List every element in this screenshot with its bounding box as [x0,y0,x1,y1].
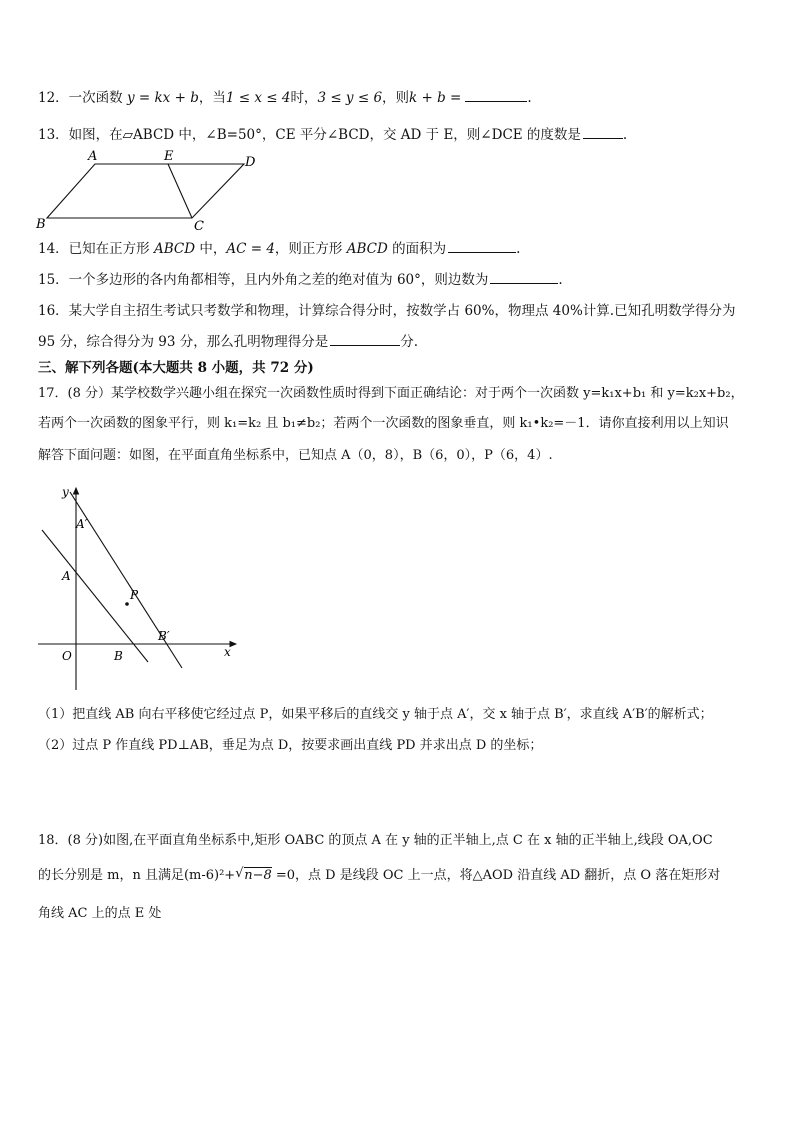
q12-function: y = kx + b [126,90,199,106]
q15-answer-blank[interactable] [490,269,558,284]
q12-prefix: 12．一次函数 [38,90,127,106]
q12-ask: k + b = [409,90,462,106]
q13-parallelogram-figure [30,146,270,234]
label-b: B [114,649,123,663]
q14-mid2: ，则正方形 [274,241,347,257]
label-c: C [194,219,204,234]
q14-end: . [516,241,521,257]
label-b-prime: B′ [158,629,170,643]
label-e: E [164,149,174,164]
q14-prefix: 14．已知在正方形 [38,241,154,257]
square-root [235,866,272,886]
q12-answer-blank[interactable] [465,87,527,102]
q12-mid: ，当 [198,90,226,106]
label-b: B [36,217,46,232]
q12-end: . [527,90,532,106]
question-17-line-2: 若两个一次函数的图象平行，则 k₁=k₂ 且 b₁≠b₂；若两个一次函数的图象垂直，则 k₁•k₂=－1．请你直接利用以上知识 [38,416,729,431]
parallelogram-abcd [47,164,244,218]
q12-x-range: 1 ≤ x ≤ 4 [225,90,291,106]
question-16-line-2: 95 分，综合得分为 93 分，那么孔明物理得分是 分. [38,331,418,352]
q15-end: . [558,272,563,288]
question-17-part-2: （2）过点 P 作直线 PD⊥AB，垂足为点 D，按要求画出直线 PD 并求出点 D 的坐标； [38,738,543,753]
label-a-prime: A′ [76,517,88,531]
label-a: A [62,569,71,583]
question-13 [38,124,627,145]
label-o: O [62,649,72,663]
q14-answer-blank[interactable] [448,238,516,253]
question-17-part-1: （1）把直线 AB 向右平移使它经过点 P，如果平移后的直线交 y 轴于点 A′，交 x 轴于点 B′，求直线 A′B′的解析式； [38,707,713,722]
question-17-line-3: 解答下面问题：如图，在平面直角坐标系中，已知点 A（0，8），B（6，0），P（6，4）. [38,448,553,463]
question-14 [38,238,520,259]
q16-answer-blank[interactable] [330,331,400,346]
question-16-line-1: 16．某大学自主招生考试只考数学和物理，计算综合得分时，按数学占 60%，物理点 40%计算.已知孔明数学得分为 [38,303,736,319]
q14-mid: 中， [195,241,227,257]
q12-mid2: 时， [290,90,318,106]
question-18-line-3: 角线 AC 上的点 E 处 [38,906,162,921]
segment-ce [168,164,192,218]
point-p [125,602,129,606]
q15-text: 15．一个多边形的各内角都相等，且内外角之差的绝对值为 60°，则边数为 [38,272,489,288]
question-12 [38,87,532,108]
label-y: y [62,485,69,499]
q13-answer-blank[interactable] [583,124,623,139]
question-18-line-2: 的长分别是 m，n 且满足(m-6)²+ √ n−8 =0，点 D 是线段 OC 上一点，将△AOD 沿直线 AD 翻折，点 O 落在矩形对 [38,866,720,886]
q17-coordinate-figure [30,478,250,696]
q12-y-range: 3 ≤ y ≤ 6 [317,90,383,106]
q12-mid3: ，则 [382,90,410,106]
question-15 [38,269,563,290]
q13-text: 13．如图，在▱ABCD 中，∠B=50°，CE 平分∠BCD，交 AD 于 E，则∠DCE 的度数是 [38,127,581,143]
radicand: n−8 [244,868,272,883]
q14-square-name: ABCD [153,241,196,257]
label-x: x [224,645,231,659]
section-3-heading: 三、解下列各题(本大题共 8 小题，共 72 分) [38,360,314,376]
question-17-line-1: 17．(8 分）某学校数学兴趣小组在探究一次函数性质时得到下面正确结论：对于两个一次函数 y=k₁x+b₁ 和 y=k₂x+b₂， [38,386,744,401]
label-a: A [88,149,98,164]
q13-end: . [622,127,628,143]
radical-sign: √ [235,866,244,881]
q14-mid3: 的面积为 [387,241,447,257]
label-p: P [130,588,139,602]
q14-square-name-2: ABCD [346,241,388,257]
q14-condition: AC = 4 [226,241,275,257]
question-18-line-1: 18．(8 分)如图,在平面直角坐标系中,矩形 OABC 的顶点 A 在 y 轴的正半轴上,点 C 在 x 轴的正半轴上,线段 OA,OC [38,833,713,848]
label-d: D [245,155,256,170]
